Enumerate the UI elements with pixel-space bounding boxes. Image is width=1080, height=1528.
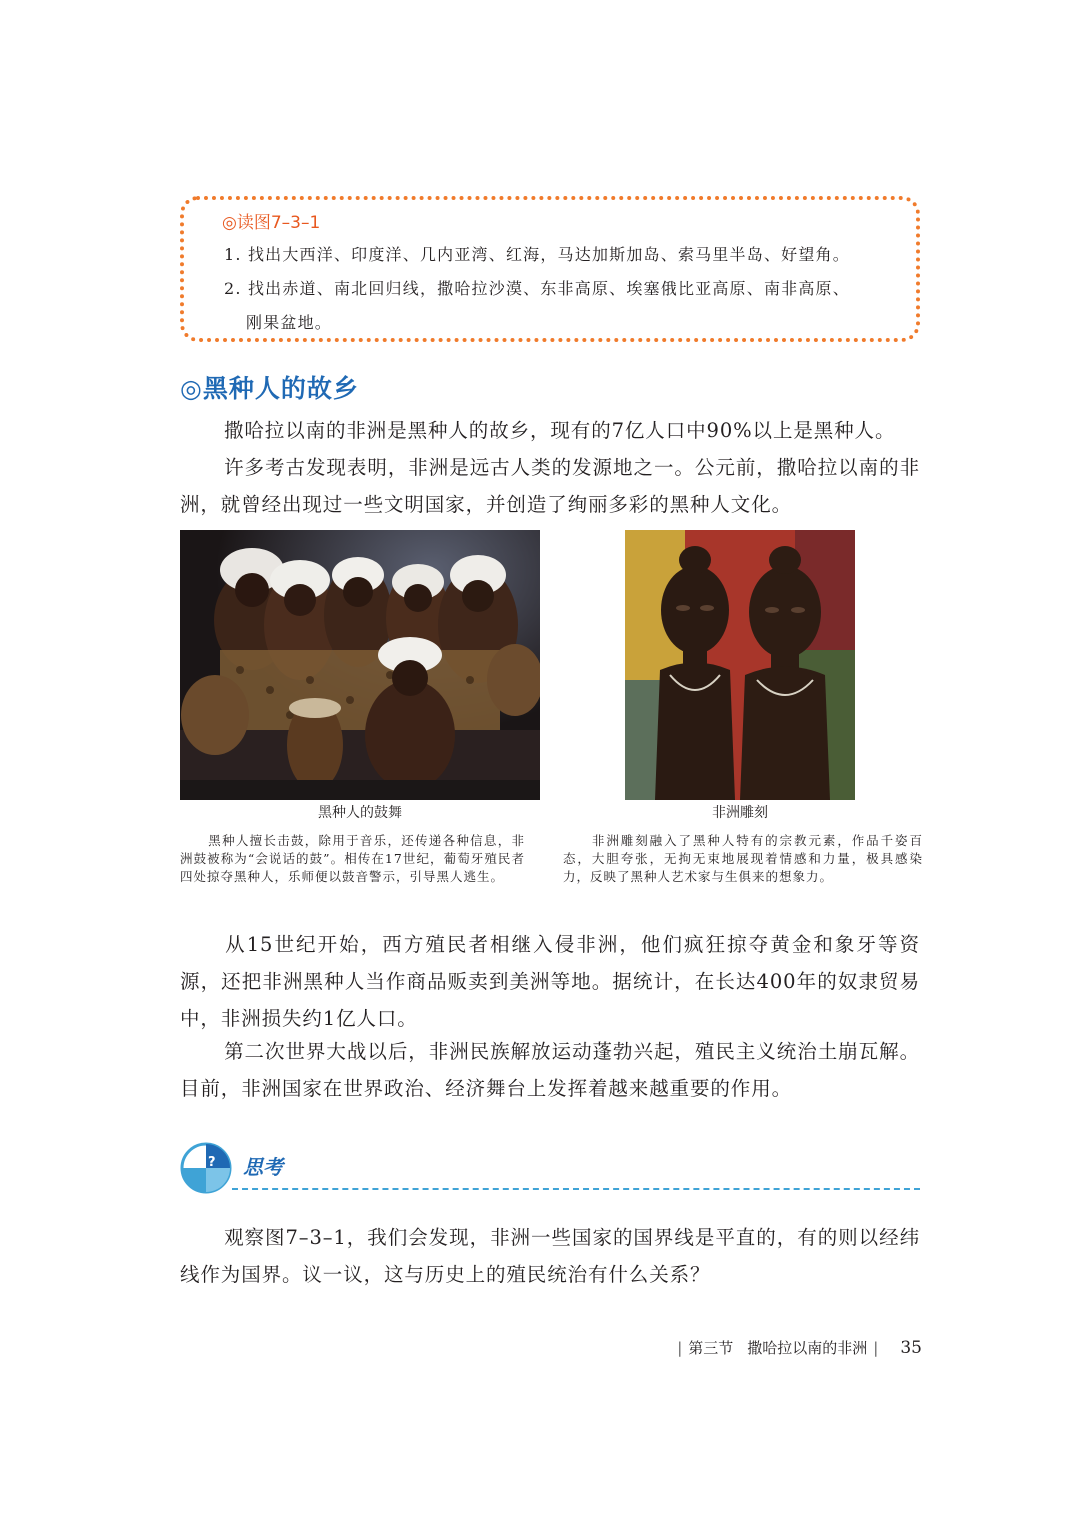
- history-paragraph-2: 第二次世界大战以后，非洲民族解放运动蓬勃兴起，殖民主义统治土崩瓦解。目前，非洲国家在世界政治、经济舞台上发挥着越来越重要的作用。: [180, 1040, 920, 1100]
- drum-dance-caption: 黑种人的鼓舞: [318, 805, 402, 821]
- footer-section-label: 第三节: [688, 1339, 734, 1357]
- reading-task-item-1: 1. 找出大西洋、印度洋、几内亚湾、红海，马达加斯加岛、索马里半岛、好望角。: [224, 245, 850, 264]
- think-title: 思考: [243, 1155, 283, 1179]
- drum-dance-photo: [180, 530, 540, 800]
- history-paragraph-1: 从15世纪开始，西方殖民者相继入侵非洲，他们疯狂掠夺黄金和象牙等资源，还把非洲黑种人当作商品贩卖到美洲等地。据统计，在长达400年的奴隶贸易中，非洲损失约1亿人口。: [180, 933, 920, 1030]
- think-divider: [232, 1188, 920, 1190]
- think-question: 观察图7–3–1，我们会发现，非洲一些国家的国界线是平直的，有的则以经纬线作为国界。议一议，这与历史上的殖民统治有什么关系？: [180, 1226, 920, 1286]
- reading-task-box: [180, 196, 920, 342]
- body-paragraph-2: 许多考古发现表明，非洲是远古人类的发源地之一。公元前，撒哈拉以南的非洲，就曾经出现过一些文明国家，并创造了绚丽多彩的黑种人文化。: [180, 456, 920, 516]
- page-number: 35: [900, 1338, 922, 1358]
- african-carving-photo: [625, 530, 855, 800]
- drum-dance-description: 黑种人擅长击鼓，除用于音乐，还传递各种信息，非洲鼓被称为“会说话的鼓”。相传在17世纪，葡萄牙殖民者四处掠夺黑种人，乐师便以鼓音警示，引导黑人逃生。: [180, 833, 525, 884]
- svg-text:?: ?: [208, 1155, 216, 1170]
- footer-chapter-title: 撒哈拉以南的非洲: [747, 1339, 868, 1357]
- think-icon: [180, 1140, 232, 1194]
- african-carving-description: 非洲雕刻融入了黑种人特有的宗教元素，作品千姿百态，大胆夸张，无拘无束地展现着情感和力量，极具感染力，反映了黑种人艺术家与生俱来的想象力。: [563, 833, 923, 884]
- page-footer: | 第三节 撒哈拉以南的非洲 | 35: [677, 1338, 922, 1358]
- reading-task-item-2: 2. 找出赤道、南北回归线，撒哈拉沙漠、东非高原、埃塞俄比亚高原、南非高原、: [224, 279, 850, 298]
- body-paragraph-1: 撒哈拉以南的非洲是黑种人的故乡，现有的7亿人口中90%以上是黑种人。: [224, 419, 896, 442]
- african-carving-caption: 非洲雕刻: [712, 805, 768, 821]
- section-heading: ◎黑种人的故乡: [180, 374, 359, 403]
- reading-task-title: ◎读图7–3–1: [222, 213, 321, 233]
- reading-task-item-2-continued: 刚果盆地。: [246, 313, 333, 332]
